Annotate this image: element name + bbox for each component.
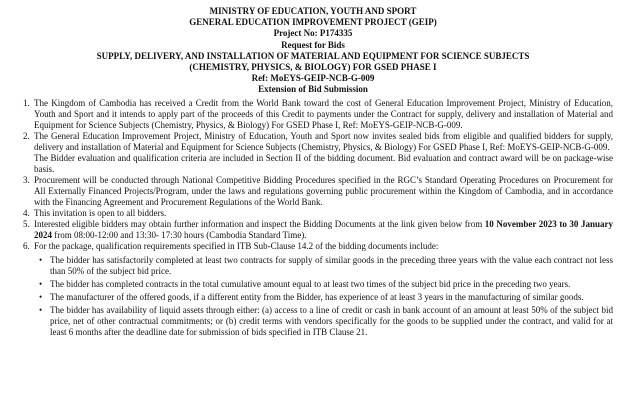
bidding-period-dates: 10 November 2023 to 30 January 2024 bbox=[34, 218, 614, 240]
project-name: GENERAL EDUCATION IMPROVEMENT PROJECT (GEIP) bbox=[189, 17, 437, 28]
notice-items bbox=[13, 98, 613, 338]
item-4-text: This invitation is open to all bidders. bbox=[34, 207, 167, 218]
qualification-item: • The bidder has completed contracts in the total cumulative amount equal to at least two times of the subject bid price in the preceding two years. bbox=[50, 279, 613, 290]
list-item bbox=[32, 131, 613, 175]
qualification-list bbox=[34, 255, 613, 338]
qualification-item: • The bidder has satisfactorily completed at least two contracts for supply of similar goods in the preceding three years with the value each contract not less than 50% of the subject bid price. bbox=[50, 255, 613, 277]
qualification-item: • The manufacturer of the offered goods, if a different entity from the Bidder, has experience of at least 3 years in the manufacturing of similar goods. bbox=[50, 292, 613, 303]
qualification-item: • The bidder has availability of liquid assets through either: (a) access to a line of credit or cash in bank account of an amount at least 50% of the subject bid price, net of other contractual commitments; or (b) credit terms with vendors specifically for the goods to be supplied under the contract, and valid for at least 6 months after the deadline date for submission of bids specified in ITB Clause 21. bbox=[50, 305, 613, 338]
ministry-name: MINISTRY OF EDUCATION, YOUTH AND SPORT bbox=[209, 6, 417, 16]
item-5-text-post: from 08:00-12:00 and 13:30- 17:30 hours (Cambodia Standard Time). bbox=[52, 229, 307, 240]
item-2-text: The General Education Improvement Project, Ministry of Education, Youth and Sport now invites sealed bids from eligible and qualified bidders for supply, delivery and installation of Material and Equipment for Science Subjects (Chemistry, Physics, & Biology) For GSED Phase I, Ref: MoEYS-GEIP-NCB-G-009. bbox=[34, 130, 613, 152]
item-1-text: The Kingdom of Cambodia has received a Credit from the World Bank toward the cost of General Education Improvement Project, Ministry of Education, Youth and Sport and it intends to apply part of the proceeds of this Credit to payments under the Contract for supply, delivery and installation of Material and Equipment for Science Subjects (Chemistry, Physics, & Biology) For GSED Phase I, Ref: MoEYS-GEIP-NCB-G-009. bbox=[34, 97, 613, 130]
list-item bbox=[32, 219, 613, 241]
item-6-text: For the package, qualification requirements specified in ITB Sub-Clause 14.2 of the bidding documents include: bbox=[34, 240, 439, 251]
item-2-evaluation-text: The Bidder evaluation and qualification criteria are included in Section II of the bidding document. Bid evaluation and contract award will be on package-wise basis. bbox=[34, 152, 613, 174]
item-3-text: Procurement will be conducted through National Competitive Bidding Procedures specified in the RGC’s Standard Operating Procedures on Procurement for All Externally Financed Projects/Program, under the laws and regulations governing public procurement within the Kingdom of Cambodia, and in accordance with the Financing Agreement and Procurement Regulations of the World Bank. bbox=[34, 174, 613, 207]
notice-header bbox=[13, 6, 613, 96]
list-item bbox=[32, 208, 613, 219]
title-line-2: (CHEMISTRY, PHYSICS, & BIOLOGY) FOR GSED PHASE I bbox=[189, 62, 437, 73]
project-number: Project No: P174335 bbox=[273, 28, 353, 39]
request-for-bids: Request for Bids bbox=[281, 39, 345, 50]
list-item bbox=[32, 98, 613, 131]
reference-number: Ref: MoEYS-GEIP-NCB-G-009 bbox=[251, 73, 375, 84]
list-item bbox=[32, 175, 613, 208]
title-line-1: SUPPLY, DELIVERY, AND INSTALLATION OF MATERIAL AND EQUIPMENT FOR SCIENCE SUBJECTS bbox=[96, 50, 530, 61]
list-item bbox=[32, 241, 613, 338]
item-5-text-pre: Interested eligible bidders may obtain further information and inspect the Bidding Documents at the link given below from bbox=[34, 218, 485, 229]
extension-notice: Extension of Bid Submission bbox=[258, 84, 368, 95]
